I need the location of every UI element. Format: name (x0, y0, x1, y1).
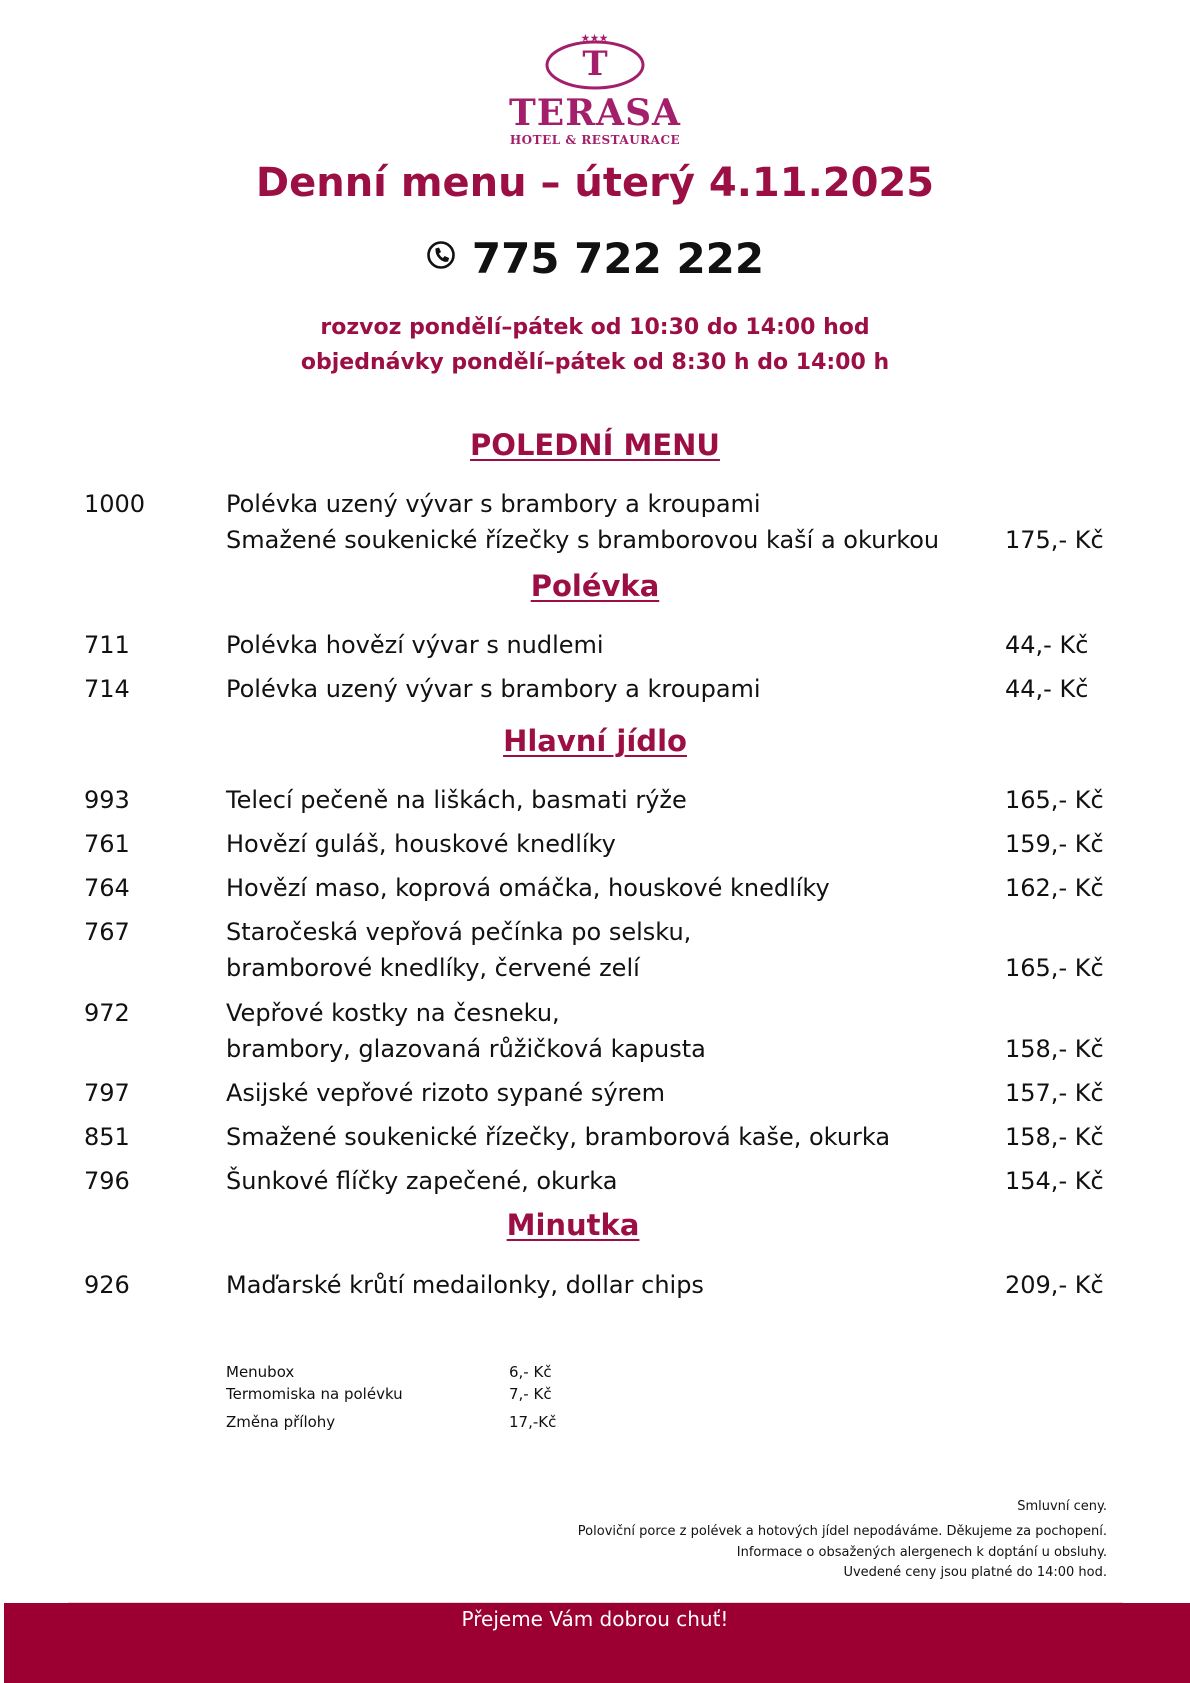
item-code: 796 (84, 1167, 130, 1195)
section-title-main-course: Hlavní jídlo (503, 724, 687, 758)
delivery-info (0, 310, 1190, 380)
item-code: 714 (84, 675, 130, 703)
menu-item (84, 1267, 1104, 1303)
item-price: 209,- Kč (1005, 1271, 1104, 1299)
item-name: Asijské vepřové rizoto sypané sýrem (226, 1079, 666, 1107)
extra-item (226, 1384, 626, 1404)
menu-item (84, 826, 1104, 862)
item-name: Maďarské krůtí medailonky, dollar chips (226, 1271, 704, 1299)
footer-divider (68, 1602, 1123, 1603)
menu-item (84, 914, 1104, 950)
item-code: 761 (84, 830, 130, 858)
extra-name: Menubox (226, 1363, 295, 1381)
menu-item (84, 486, 1104, 522)
item-code: 767 (84, 918, 130, 946)
item-name: Telecí pečeně na liškách, basmati rýže (226, 786, 687, 814)
page-title: Denní menu – úterý 4.11.2025 (255, 160, 935, 206)
item-price: 158,- Kč (1005, 1123, 1104, 1151)
footer-greeting: Přejeme Vám dobrou chuť! (461, 1607, 729, 1631)
item-code: 764 (84, 874, 130, 902)
menu-item (84, 1163, 1104, 1199)
extra-price: 17,-Kč (509, 1413, 557, 1431)
hotel-logo (498, 34, 692, 152)
delivery-hours: rozvoz pondělí–pátek od 10:30 do 14:00 hod (320, 315, 870, 340)
item-price: 44,- Kč (1005, 631, 1089, 659)
order-hours: objednávky pondělí–pátek od 8:30 h do 14:00 h (300, 350, 890, 375)
logo-subtitle: HOTEL & RESTAURACE (509, 133, 681, 147)
item-code: 797 (84, 1079, 130, 1107)
menu-item (84, 671, 1104, 707)
extra-name: Termomiska na polévku (226, 1385, 403, 1403)
extra-name: Změna přílohy (226, 1413, 336, 1431)
item-code: 1000 (84, 490, 146, 518)
extra-item (226, 1362, 626, 1382)
phone-row (0, 234, 1190, 286)
phone-number[interactable]: 775 722 222 (471, 234, 765, 283)
item-name: Polévka uzený vývar s brambory a kroupami (226, 490, 761, 518)
item-price: 159,- Kč (1005, 830, 1104, 858)
item-code: 711 (84, 631, 130, 659)
extra-price: 7,- Kč (509, 1385, 552, 1403)
menu-item (84, 1075, 1104, 1111)
item-code: 993 (84, 786, 130, 814)
item-name: Polévka hovězí vývar s nudlemi (226, 631, 604, 659)
item-price: 175,- Kč (1005, 526, 1104, 554)
logo-name: TERASA (508, 92, 681, 134)
item-name: Staročeská vepřová pečínka po selsku, (226, 918, 692, 946)
item-name-line2: bramborové knedlíky, červené zelí (226, 954, 640, 982)
section-title-soup: Polévka (530, 569, 660, 603)
item-name: Hovězí guláš, houskové knedlíky (226, 830, 616, 858)
extra-item (226, 1412, 626, 1432)
menu-item (84, 995, 1104, 1031)
note-contract-prices: Smluvní ceny. (1017, 1499, 1107, 1514)
item-name-line2: brambory, glazovaná růžičková kapusta (226, 1035, 706, 1063)
menu-item (84, 627, 1104, 663)
item-code: 972 (84, 999, 130, 1027)
note-allergens: Informace o obsažených alergenech k doptání u obsluhy. (736, 1545, 1107, 1560)
item-name-line2: Smažené soukenické řízečky s bramborovou kaší a okurkou (226, 526, 940, 554)
section-title-lunch-menu: POLEDNÍ MENU (470, 428, 720, 462)
phone-icon (426, 231, 456, 280)
logo-initial: T (582, 44, 608, 84)
menu-item-continuation (84, 1031, 1104, 1067)
item-code: 926 (84, 1271, 130, 1299)
menu-item (84, 1119, 1104, 1155)
logo-stars: ★★★ (581, 34, 609, 44)
menu-item (84, 870, 1104, 906)
item-name: Vepřové kostky na česneku, (226, 999, 560, 1027)
item-price: 165,- Kč (1005, 954, 1104, 982)
item-price: 158,- Kč (1005, 1035, 1104, 1063)
menu-item-continuation (84, 950, 1104, 986)
item-price: 157,- Kč (1005, 1079, 1104, 1107)
item-name: Hovězí maso, koprová omáčka, houskové knedlíky (226, 874, 830, 902)
item-price: 154,- Kč (1005, 1167, 1104, 1195)
menu-item (84, 782, 1104, 818)
item-price: 44,- Kč (1005, 675, 1089, 703)
note-half-portions: Poloviční porce z polévek a hotových jídel nepodáváme. Děkujeme za pochopení. (577, 1524, 1107, 1539)
item-name: Šunkové flíčky zapečené, okurka (226, 1167, 618, 1195)
item-price: 165,- Kč (1005, 786, 1104, 814)
item-name: Smažené soukenické řízečky, bramborová kaše, okurka (226, 1123, 891, 1151)
item-name: Polévka uzený vývar s brambory a kroupami (226, 675, 761, 703)
item-price: 162,- Kč (1005, 874, 1104, 902)
note-price-validity: Uvedené ceny jsou platné do 14:00 hod. (843, 1565, 1107, 1580)
extra-price: 6,- Kč (509, 1363, 552, 1381)
item-code: 851 (84, 1123, 130, 1151)
section-title-minutka: Minutka (506, 1208, 640, 1242)
menu-item-continuation (84, 522, 1104, 558)
